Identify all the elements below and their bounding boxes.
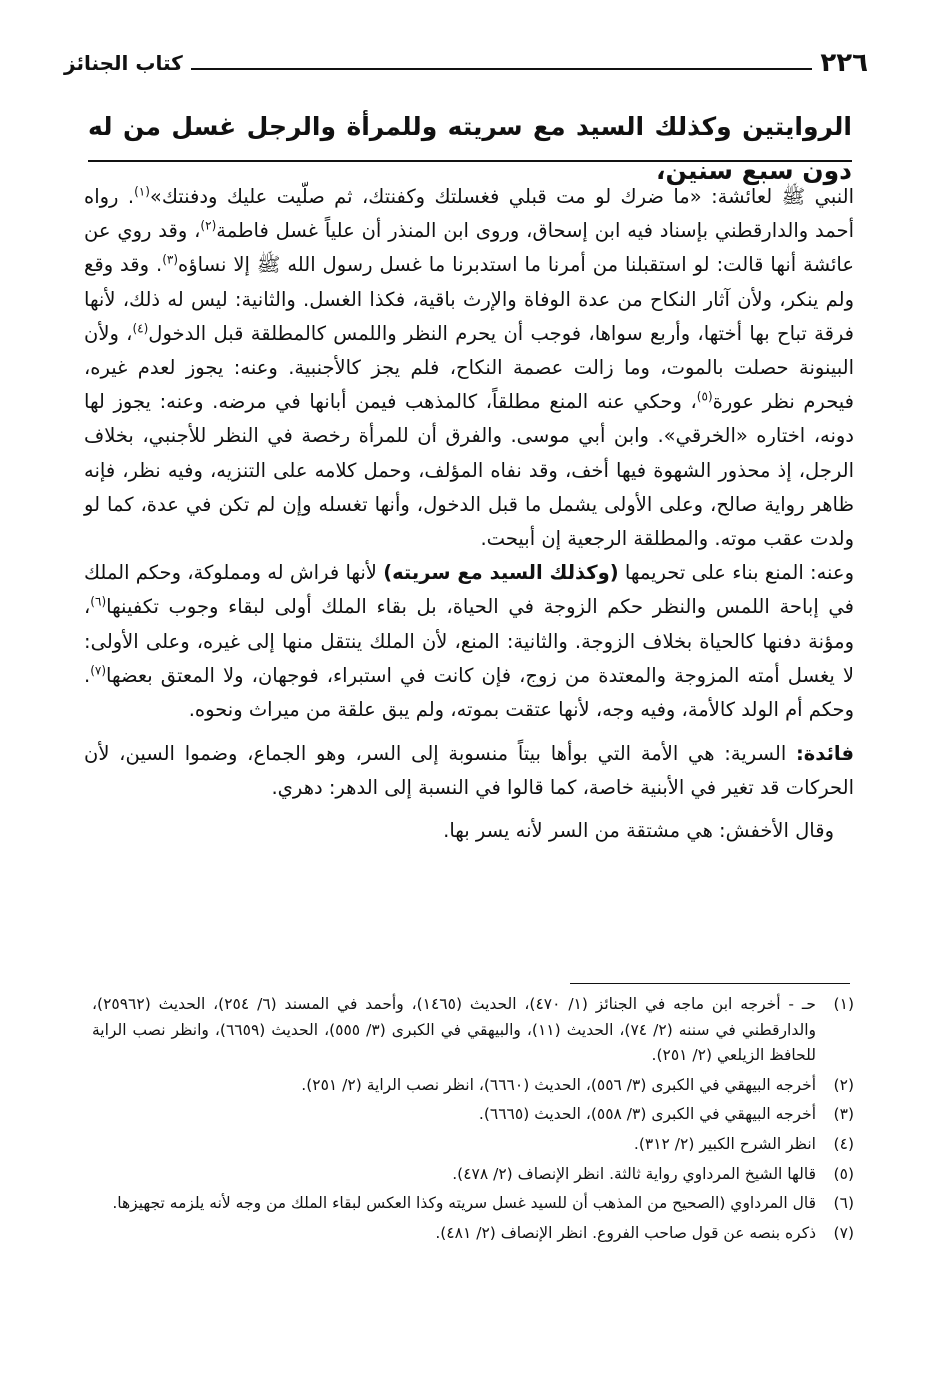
footnotes [92,992,854,1250]
benefit-paragraph [84,737,854,805]
footnote [92,1132,854,1158]
footnote-marker: (٥) [696,389,713,404]
footnote-marker: (٣) [162,252,179,267]
paragraph-text: النبي ﷺ لعائشة: «ما ضرك لو مت قبلي فغسلتك وكفنتك، ثم صلّيت عليك ودفنتك» [149,185,854,208]
footnote-marker: (٢) [200,218,217,233]
paragraph-text: ، ولأن البينونة حصلت بالموت، وما زالت عصمة النكاح، فلم يجز كالأجنبية. وعنه: يجوز لعدم غيره، فيحرم نظر عورة [84,321,854,414]
paragraph-text: السرية: هي الأمة التي بوأها بيتاً منسوبة إلى السر، وهو الجماع، وضموا السين، لأن الحركات قد تغير في الأبنية خاصة، كما قالوا في النسبة إلى الدهر: دهري. [84,742,854,800]
matn-quote: (وكذلك السيد مع سريته) [383,561,619,585]
footnote-marker: (٦) [90,594,107,609]
footnote-number: (٤) [833,1134,854,1153]
footnote-number: (٢) [833,1075,854,1094]
footnote-text: أخرجه البيهقي في الكبرى (٣/ ٥٥٨)، الحديث (٦٦٦٥). [478,1105,816,1124]
commentary-paragraph [84,180,854,556]
paragraph-text: ، وحكي عنه المنع مطلقاً، كالمذهب فيمن أبانها في مرضه. وعنه: يجوز لها دونه، اختاره «الخرقي». وابن أبي موسى. والفرق أن للمرأة رخصة في النظر للأجنبي، بخلاف الرجل، إذ محذور الشهوة فيها أخف، وقد نفاه المؤلف، وحمل كلامه على التنزيه، وفيه نظر، فإنه ظاهر رواية صالح، وعلى الأولى يشمل ما قبل الدخول، وأنها تغسله وإن لم تكن في عدة، كما لو ولدت عقب موته. والمطلقة الرجعية إن أبيحت. [84,390,854,551]
book-title: كتاب الجنائز [64,51,183,75]
paragraph-text: ، ومؤنة دفنها كالحياة بخلاف الزوجة. والثانية: المنع، لأن الملك ينتقل منها إلى غيره، وعلى الأولى: لا يغسل أمته المزوجة والمعتدة من زوج، فإن كانت في استبراء، فوجهان، ولا المعتق بعضها [84,595,854,687]
footnote [92,1191,854,1217]
commentary-paragraph [84,556,854,727]
paragraph-text: . رواه أحمد والدارقطني بإسناد فيه ابن إسحاق، وروى ابن المنذر أن علياً غسل فاطمة [84,185,854,243]
paragraph-text: لأنها فراش له ومملوكة، وحكم الملك في إباحة اللمس والنظر حكم الزوجة في الحياة، بل بقاء الملك أولى لبقاء وجوب تكفينها [84,561,854,619]
footnote-text: حـ - أخرجه ابن ماجه في الجنائز (١/ ٤٧٠)، الحديث (١٤٦٥)، وأحمد في المسند (٦/ ٢٥٤)، الحديث (٢٥٩٦٢)، والدارقطني في سننه (٢/ ٧٤)، الحديث (١١)، والبيهقي في الكبرى (٣/ ٥٥٥)، الحديث (٦٦٥٩)، وانظر نصب الراية للحافظ الزيلعي (٢/ ٢٥١). [92,995,816,1065]
footnote-separator [570,983,850,984]
paragraph-text: وعنه: المنع بناء على تحريمها [618,561,854,585]
footnote-text: ذكره بنصه عن قول صاحب الفروع. انظر الإنصاف (٢/ ٤٨١). [435,1223,816,1242]
header-rule [191,68,813,70]
footnote [92,1162,854,1188]
page-number: ٢٢٦ [820,48,868,78]
footnote [92,1102,854,1128]
footnote-text: قال المرداوي (الصحيح من المذهب أن للسيد غسل سريته وكذا العكس لبقاء الملك من وجه لأنه يلزمه تجهيزها. [112,1194,816,1213]
commentary-body [84,180,854,848]
footnote-marker: (٧) [90,663,107,678]
matn-text: الروايتين وكذلك السيد مع سريته وللمرأة والرجل غسل من له دون سبع سنين، [88,112,852,185]
footnote-number: (١) [833,995,854,1013]
footnote [92,992,854,1069]
footnote-text: قالها الشيخ المرداوي رواية ثالثة. انظر الإنصاف (٢/ ٤٧٨). [452,1164,816,1183]
footnote-number: (٦) [833,1194,854,1213]
running-header [64,38,868,78]
matn-divider [88,160,852,162]
footnote-marker: (١) [134,184,150,199]
paragraph-text: . وحكم أم الولد كالأمة، وفيه وجه، لأنها عتقت بموته، ولم يبق علقة من ميراث ونحوه. [84,663,854,722]
footnote-number: (٧) [833,1223,854,1242]
footnote [92,1073,854,1099]
paragraph-text: ، وقد روي عن عائشة أنها قالت: لو استقبلنا من أمرنا ما استدبرنا ما غسل رسول الله ﷺ إلا نساؤه [84,219,855,277]
footnote-number: (٥) [833,1164,854,1183]
benefit-label: فائدة: [796,742,854,766]
footnote-number: (٣) [833,1105,854,1124]
paragraph-text: . وقد وقع ولم ينكر، ولأن آثار النكاح من عدة الوفاة والإرث باقية، فكذا الغسل. والثانية: ليس له ذلك، لأنها فرقة تباح بها أختها، وأربع سواها، فوجب أن يحرم النظر واللمس كالمطلقة قبل الدخول [84,253,854,345]
footnote-text: أخرجه البيهقي في الكبرى (٣/ ٥٥٦)، الحديث (٦٦٦٠)، انظر نصب الراية (٢/ ٢٥١). [301,1075,816,1094]
footnote [92,1221,854,1247]
footnote-marker: (٤) [132,321,149,336]
footnote-text: انظر الشرح الكبير (٢/ ٣١٢). [633,1134,816,1153]
commentary-paragraph: وقال الأخفش: هي مشتقة من السر لأنه يسر بها. [443,818,834,842]
